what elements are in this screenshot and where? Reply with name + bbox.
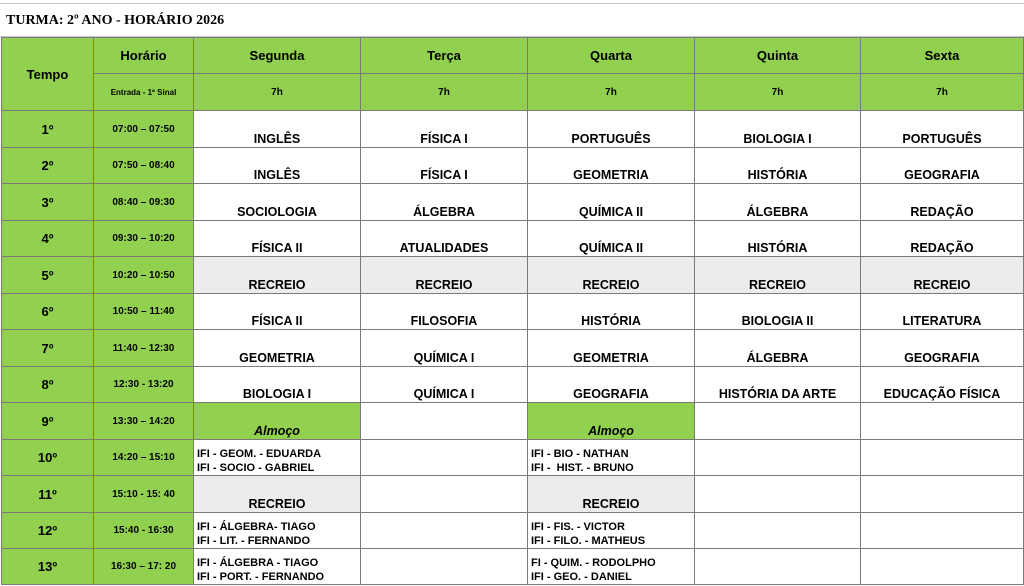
subject-label: INGLÊS (253, 168, 301, 182)
break-label: RECREIO (582, 497, 640, 511)
ifi-line: IFI - FIS. - VICTOR (531, 521, 625, 533)
lunch-label: Almoço (254, 424, 300, 438)
ifi-line: IFI - LIT. - FERNANDO (197, 535, 311, 547)
subject-cell (695, 184, 861, 221)
subject-cell (861, 111, 1024, 148)
subject-cell (528, 367, 695, 403)
lunch-cell (528, 403, 695, 440)
tempo-cell: 13º (2, 549, 94, 585)
subject-label: FÍSICA II (251, 241, 303, 255)
subject-cell (361, 148, 528, 184)
subject-label: HISTÓRIA (747, 241, 808, 255)
header-day-quinta: Quinta (695, 38, 861, 74)
break-label: RECREIO (248, 497, 306, 511)
ifi-cell (194, 513, 361, 549)
header-day-segunda: Segunda (194, 38, 361, 74)
subject-cell (695, 367, 861, 403)
time-cell: 09:30 – 10:20 (94, 221, 194, 257)
empty-cell (361, 513, 528, 549)
break-cell (528, 257, 695, 294)
subject-cell (528, 294, 695, 330)
break-label: RECREIO (749, 278, 806, 292)
ifi-cell (194, 549, 361, 585)
ifi-line: IFI - SOCIO - GABRIEL (197, 462, 315, 474)
tempo-cell: 7º (2, 330, 94, 367)
lunch-label: Almoço (588, 424, 634, 438)
subject-label: EDUCAÇÃO FÍSICA (883, 387, 1001, 401)
subject-cell (861, 294, 1024, 330)
subject-cell (695, 148, 861, 184)
ifi-line: FI - QUIM. - RODOLPHO (531, 557, 656, 569)
subject-cell (194, 111, 361, 148)
subject-cell (194, 221, 361, 257)
title-bar (0, 3, 1024, 37)
subject-cell (361, 111, 528, 148)
ifi-line: IFI - BIO - NATHAN (531, 448, 629, 460)
table-row (2, 330, 1024, 367)
subject-label: PORTUGUÊS (571, 132, 651, 146)
subject-cell (528, 184, 695, 221)
time-cell: 15:40 - 16:30 (94, 513, 194, 549)
subject-cell (194, 184, 361, 221)
header-day-sexta: Sexta (861, 38, 1024, 74)
start-quarta: 7h (528, 74, 695, 111)
time-cell: 16:30 – 17: 20 (94, 549, 194, 585)
subject-label: FÍSICA I (420, 168, 468, 182)
schedule-table (1, 37, 1024, 585)
subject-label: QUÍMICA II (578, 205, 644, 219)
empty-cell (861, 403, 1024, 440)
table-row (2, 184, 1024, 221)
table-row (2, 111, 1024, 148)
subject-label: QUÍMICA II (578, 241, 644, 255)
subject-cell (861, 148, 1024, 184)
empty-cell (361, 403, 528, 440)
break-cell (194, 257, 361, 294)
tempo-cell: 10º (2, 440, 94, 476)
subject-label: GEOMETRIA (573, 351, 649, 365)
ifi-line: IFI - PORT. - FERNANDO (197, 571, 325, 583)
ifi-line: IFI - FILO. - MATHEUS (531, 535, 646, 547)
tempo-cell: 11º (2, 476, 94, 513)
subject-label: BIOLOGIA I (743, 132, 812, 146)
break-label: RECREIO (582, 278, 640, 292)
ifi-cell (528, 513, 695, 549)
tempo-cell: 12º (2, 513, 94, 549)
subject-cell (361, 294, 528, 330)
header-row (2, 38, 1024, 74)
empty-cell (861, 513, 1024, 549)
subject-cell (194, 148, 361, 184)
tempo-cell: 2º (2, 148, 94, 184)
break-cell (695, 257, 861, 294)
header-horario: Horário (94, 38, 194, 74)
subject-label: ÁLGEBRA (746, 351, 809, 365)
subject-label: HISTÓRIA (581, 314, 641, 328)
empty-cell (695, 476, 861, 513)
tempo-cell: 4º (2, 221, 94, 257)
time-cell: 08:40 – 09:30 (94, 184, 194, 221)
subject-cell (194, 330, 361, 367)
break-label: RECREIO (248, 278, 306, 292)
time-cell: 10:20 – 10:50 (94, 257, 194, 294)
subject-label: QUÍMICA I (413, 387, 475, 401)
subject-label: PORTUGUÊS (902, 132, 982, 146)
tempo-cell: 9º (2, 403, 94, 440)
ifi-line: IFI - GEOM. - EDUARDA (197, 448, 322, 460)
header-day-quarta: Quarta (528, 38, 695, 74)
subject-cell (361, 330, 528, 367)
subject-label: INGLÊS (253, 132, 301, 146)
subject-cell (861, 330, 1024, 367)
time-cell: 13:30 – 14:20 (94, 403, 194, 440)
subject-cell (861, 184, 1024, 221)
ifi-cell (194, 440, 361, 476)
subject-label: ÁLGEBRA (413, 205, 475, 219)
tempo-cell: 8º (2, 367, 94, 403)
subject-cell (361, 367, 528, 403)
tempo-cell: 6º (2, 294, 94, 330)
time-cell: 12:30 - 13:20 (94, 367, 194, 403)
table-row (2, 513, 1024, 549)
ifi-line: IFI - ÁLGEBRA- TIAGO (197, 521, 316, 533)
subject-cell (695, 111, 861, 148)
empty-cell (361, 440, 528, 476)
header-entrada: Entrada - 1º Sinal (94, 74, 194, 111)
subject-cell (528, 330, 695, 367)
empty-cell (361, 476, 528, 513)
empty-cell (695, 403, 861, 440)
subject-label: ÁLGEBRA (746, 205, 809, 219)
empty-cell (861, 476, 1024, 513)
subject-label: FÍSICA I (420, 132, 468, 146)
subject-label: HISTÓRIA DA ARTE (718, 387, 837, 401)
time-cell: 14:20 – 15:10 (94, 440, 194, 476)
break-label: RECREIO (913, 278, 971, 292)
subject-cell (861, 221, 1024, 257)
page-title: TURMA: 2º ANO - HORÁRIO 2026 (6, 13, 225, 28)
break-cell (361, 257, 528, 294)
subject-cell (695, 294, 861, 330)
start-segunda: 7h (194, 74, 361, 111)
empty-cell (695, 513, 861, 549)
header-day-terca: Terça (361, 38, 528, 74)
header-tempo: Tempo (2, 38, 94, 111)
tempo-cell: 1º (2, 111, 94, 148)
subject-label: FILOSOFIA (410, 314, 478, 328)
subject-label: GEOGRAFIA (573, 387, 649, 401)
subject-label: HISTÓRIA (747, 168, 808, 182)
subject-label: ATUALIDADES (399, 241, 489, 255)
subject-label: REDAÇÃO (910, 241, 974, 255)
ifi-line: IFI - ÁLGEBRA - TIAGO (197, 557, 319, 569)
empty-cell (861, 440, 1024, 476)
empty-cell (695, 440, 861, 476)
table-row (2, 221, 1024, 257)
subject-label: SOCIOLOGIA (237, 205, 317, 219)
table-row (2, 367, 1024, 403)
time-cell: 07:00 – 07:50 (94, 111, 194, 148)
break-label: RECREIO (415, 278, 473, 292)
ifi-line: IFI - HIST. - BRUNO (531, 462, 634, 474)
time-cell: 10:50 – 11:40 (94, 294, 194, 330)
subject-label: GEOMETRIA (239, 351, 315, 365)
time-cell: 15:10 - 15: 40 (94, 476, 194, 513)
subject-cell (528, 221, 695, 257)
subject-cell (194, 294, 361, 330)
subject-label: BIOLOGIA I (242, 387, 312, 401)
time-cell: 07:50 – 08:40 (94, 148, 194, 184)
table-row-lunch (2, 403, 1024, 440)
subject-cell (528, 111, 695, 148)
start-sexta: 7h (861, 74, 1024, 111)
table-row (2, 148, 1024, 184)
subject-label: GEOMETRIA (573, 168, 649, 182)
table-row (2, 476, 1024, 513)
subject-cell (361, 221, 528, 257)
tempo-cell: 5º (2, 257, 94, 294)
subject-label: REDAÇÃO (910, 205, 974, 219)
subject-label: FÍSICA II (251, 314, 303, 328)
ifi-cell (528, 440, 695, 476)
subject-label: GEOGRAFIA (904, 351, 980, 365)
table-row (2, 440, 1024, 476)
empty-cell (361, 549, 528, 585)
subject-cell (361, 184, 528, 221)
lunch-cell (194, 403, 361, 440)
subject-label: GEOGRAFIA (904, 168, 980, 182)
tempo-cell: 3º (2, 184, 94, 221)
empty-cell (861, 549, 1024, 585)
table-row (2, 549, 1024, 585)
subject-label: BIOLOGIA II (741, 314, 814, 328)
break-cell (528, 476, 695, 513)
subject-cell (695, 330, 861, 367)
subject-cell (695, 221, 861, 257)
ifi-cell (528, 549, 695, 585)
table-row (2, 294, 1024, 330)
subject-cell (194, 367, 361, 403)
start-quinta: 7h (695, 74, 861, 111)
subject-label: LITERATURA (902, 314, 982, 328)
start-terca: 7h (361, 74, 528, 111)
subject-cell (528, 148, 695, 184)
break-cell (861, 257, 1024, 294)
subheader-row (2, 74, 1024, 111)
subject-cell (861, 367, 1024, 403)
break-cell (194, 476, 361, 513)
empty-cell (695, 549, 861, 585)
time-cell: 11:40 – 12:30 (94, 330, 194, 367)
ifi-line: IFI - GEO. - DANIEL (531, 571, 632, 583)
table-row-break (2, 257, 1024, 294)
subject-label: QUÍMICA I (413, 351, 475, 365)
